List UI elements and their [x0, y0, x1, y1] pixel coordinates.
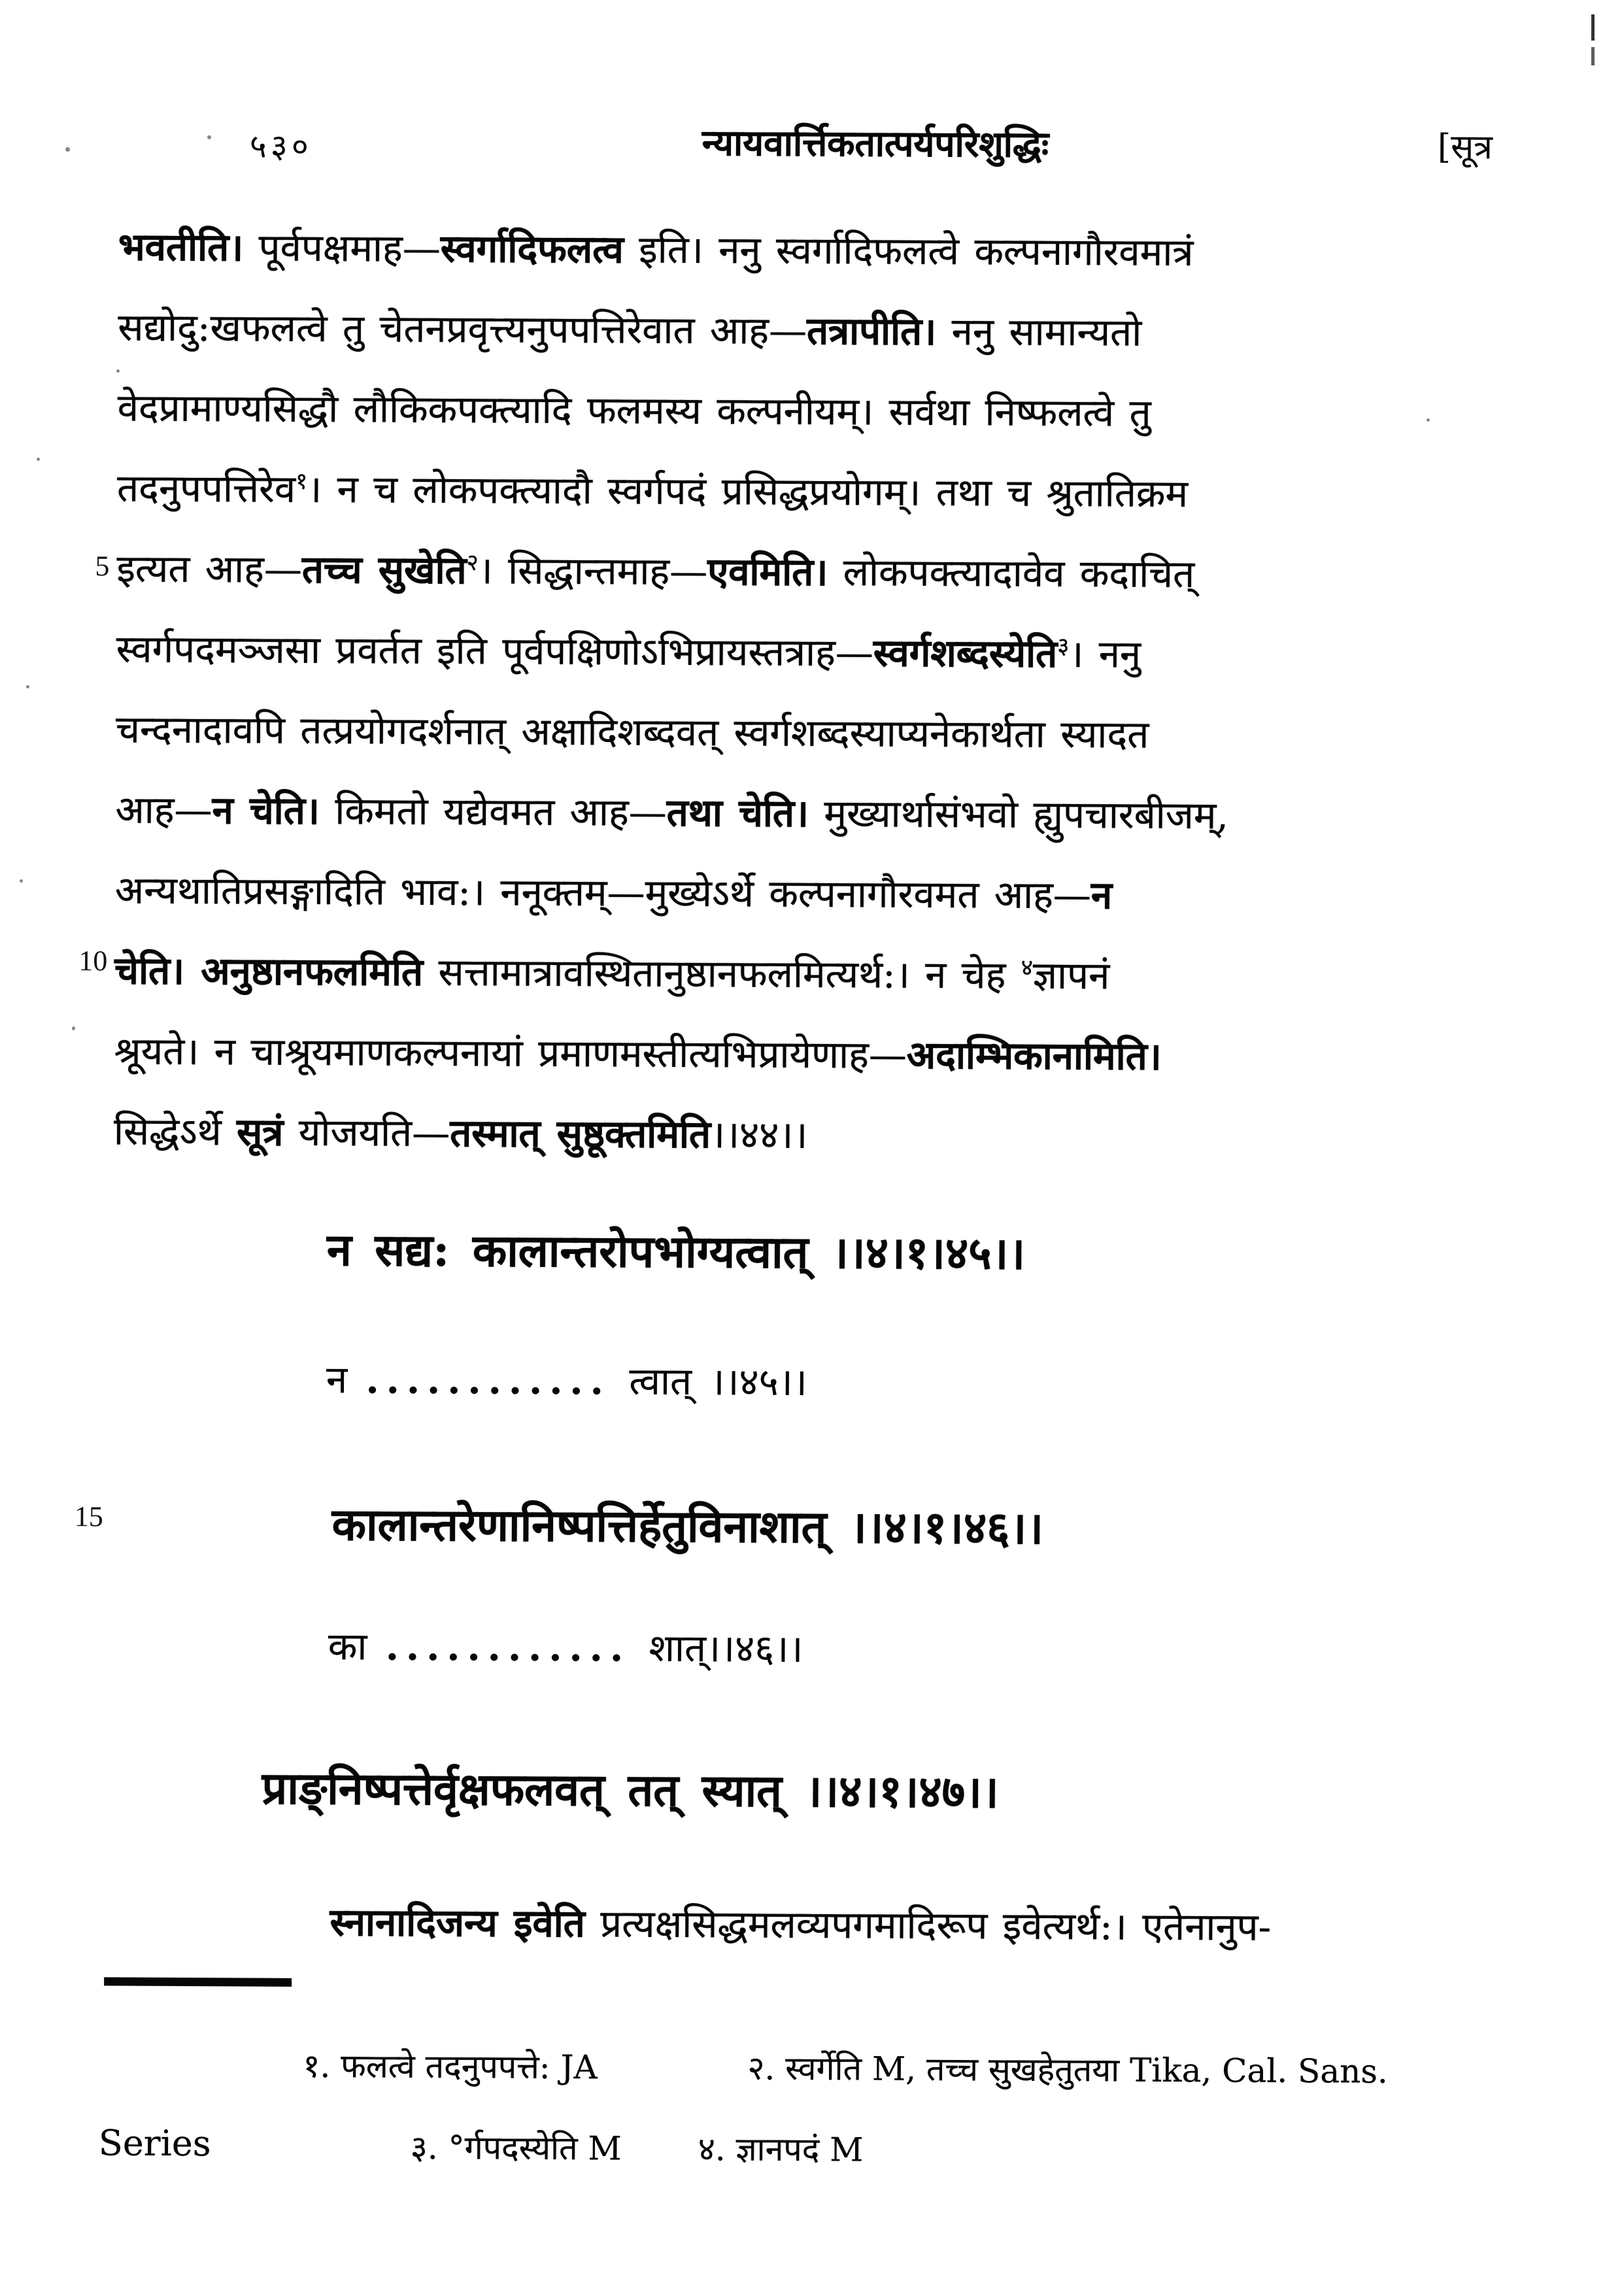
text-segment: ३ — [1057, 633, 1070, 660]
footnote-4: ४. ज्ञानपदं M — [698, 2130, 864, 2169]
text-segment: प्रत्यक्षसिद्धमलव्यपगमादिरूप इवेत्यर्थ:। एतेनानुप- — [584, 1901, 1272, 1950]
bold-pratika-text: एवमिति। — [707, 549, 828, 595]
bold-pratika-text: स्नानादिजन्य इवेति — [329, 1900, 585, 1946]
margin-line-number-15: 15 — [74, 1500, 103, 1533]
text-segment: २ — [466, 549, 479, 577]
text-segment: ।।४४।। — [710, 1112, 808, 1157]
scan-speck — [207, 135, 211, 139]
text-segment: आह— — [115, 787, 212, 833]
text-segment: किमतो यद्येवमत आह— — [319, 788, 667, 835]
bold-pratika-text: न चेति। — [212, 788, 320, 834]
commentary-text-line — [115, 769, 1567, 858]
text-segment: १ — [296, 468, 308, 495]
footnote-separator-rule — [104, 1977, 292, 1987]
scan-speck — [116, 369, 120, 373]
bold-pratika-text: भवतीति। — [118, 224, 244, 270]
text-segment: योजयति— — [283, 1109, 450, 1156]
margin-line-number-5: 5 — [95, 550, 110, 582]
running-title: न्यायवार्त्तिकतात्पर्यपरिशुद्धिः — [701, 121, 1049, 165]
margin-line-number-10: 10 — [78, 945, 108, 977]
scan-edge-mark — [1591, 47, 1595, 65]
page-number: ५३० — [249, 127, 313, 166]
bold-pratika-text: अदाम्भिकानामिति। — [906, 1032, 1162, 1079]
text-segment: मुख्यार्थासंभवो ह्युपचारबीजम्, — [808, 791, 1229, 838]
commentary-text-line — [116, 689, 1568, 777]
text-segment: अन्यथातिप्रसङ्गादिति भाव:। ननूक्तम्—मुख्येऽर्थे कल्पनागौरवमत आह— — [114, 868, 1092, 918]
scan-speck — [65, 147, 70, 152]
sutra-46-variant-reading — [328, 1619, 803, 1673]
sutra-4-1-46: कालान्तरेणानिष्पत्तिर्हेतुविनाशात् ।।४।१।४६।। — [331, 1498, 1044, 1555]
text-segment: सत्तामात्रावस्थितानुष्ठानफलमित्यर्थ:। न चेह — [422, 949, 1021, 998]
closing-commentary-line — [329, 1895, 1572, 1953]
text-segment: । ननु — [1069, 632, 1141, 677]
commentary-text-line — [118, 287, 1570, 375]
text-segment: सद्योदु:खफलत्वे तु चेतनप्रवृत्त्यनुपपत्तिरेवात आह— — [118, 305, 807, 353]
bold-pratika-text: तत्रापीति। — [806, 308, 937, 354]
scan-speck — [1427, 418, 1430, 422]
section-corner-marker: [सूत्र — [1437, 127, 1493, 167]
bold-pratika-text: तस्मात् सुष्ठूक्तमिति — [450, 1111, 711, 1157]
scan-speck — [20, 879, 23, 883]
commentary-text-line — [118, 207, 1570, 295]
footnote-2: २. स्वर्गेति M, तच्च सुखहेतुतया Tika, Cal. Sans. — [747, 2049, 1389, 2091]
commentary-text-line — [116, 609, 1568, 697]
scan-edge-mark — [1591, 14, 1595, 41]
bold-pratika-text: न — [1090, 873, 1113, 918]
text-segment: पूर्वपक्षमाह— — [243, 225, 441, 271]
bold-pratika-text: स्वर्गादिफलत्व — [440, 226, 624, 272]
footnote-1: १. फलत्वे तदनुपपत्ते: JA — [303, 2046, 598, 2087]
footnote-2-continuation: Series — [98, 2122, 211, 2165]
bold-pratika-text: सूत्रं — [236, 1109, 284, 1155]
scan-speck — [37, 458, 40, 461]
text-segment: ननु सामान्यतो — [936, 309, 1142, 355]
bold-pratika-text: तथा चेति। — [666, 790, 809, 836]
text-segment: शात्।।४६।। — [630, 1625, 803, 1671]
commentary-text-line — [114, 930, 1566, 1019]
text-segment: इति। ननु स्वर्गादिफलत्वे कल्पनागौरवमात्रं — [623, 227, 1194, 275]
sutra-45-variant-reading — [326, 1352, 807, 1406]
text-segment: त्वात् ।।४५।। — [610, 1359, 807, 1405]
text-segment: ज्ञापनं — [1032, 953, 1110, 998]
text-segment: ............ — [385, 1624, 631, 1670]
text-segment: । न च लोकपक्त्यादौ स्वर्गपदं प्रसिद्धप्रयोगम्। तथा च श्रुतातिक्रम — [307, 466, 1189, 516]
text-segment: न — [326, 1357, 366, 1402]
bold-pratika-text: अनुष्ठानफलमिति — [201, 949, 424, 994]
text-segment: का — [328, 1624, 386, 1669]
bold-pratika-text: स्वर्गशब्दस्येति — [873, 630, 1058, 676]
text-segment: इत्यत आह— — [116, 546, 303, 592]
commentary-text-line — [117, 367, 1569, 456]
text-segment: लोकपक्त्यादावेव कदाचित् — [828, 550, 1195, 597]
text-segment: ............ — [365, 1357, 611, 1404]
sutra-4-1-47: प्राङ्निष्पत्तेर्वृक्षफलवत् तत् स्यात् ।।४।१।४७।। — [262, 1762, 999, 1819]
scan-speck — [72, 1026, 75, 1030]
text-segment: ४ — [1021, 954, 1034, 981]
text-segment: तदनुपपत्तिरेव — [116, 465, 296, 511]
commentary-text-line — [116, 528, 1568, 616]
text-segment: सिद्धेऽर्थे — [113, 1109, 237, 1155]
commentary-paragraph — [114, 207, 1570, 1179]
commentary-text-line — [117, 448, 1569, 536]
sutra-4-1-45: न सद्य: कालान्तरोपभोग्यत्वात् ।।४।१।४५।। — [326, 1224, 1026, 1280]
text-segment: श्रूयते। न चाश्रूयमाणकल्पनायां प्रमाणमस्तीत्यभिप्रायेणाह— — [114, 1028, 907, 1077]
scan-speck — [26, 685, 29, 688]
commentary-text-line — [114, 1011, 1566, 1099]
text-segment: चन्दनादावपि तत्प्रयोगदर्शनात् अक्षादिशब्दवत् स्वर्गशब्दस्याप्यनेकार्थता स्यादत — [115, 707, 1149, 757]
commentary-text-line — [114, 1091, 1566, 1179]
bold-pratika-text: तच्च सुखेति — [301, 547, 467, 593]
text-segment: वेदप्रामाण्यसिद्धौ लौकिकपक्त्यादि फलमस्य कल्पनीयम्। सर्वथा निष्फलत्वे तु — [117, 385, 1151, 435]
text-segment: । सिद्धान्तमाह— — [478, 548, 708, 594]
bold-pratika-text: चेति। — [114, 948, 201, 994]
footnote-3: ३. °र्गपदस्येति M — [410, 2128, 622, 2168]
commentary-text-line — [115, 850, 1567, 938]
text-segment: स्वर्गपदमञ्जसा प्रवर्तत इति पूर्वपक्षिणोऽभिप्रायस्तत्राह— — [116, 626, 874, 675]
